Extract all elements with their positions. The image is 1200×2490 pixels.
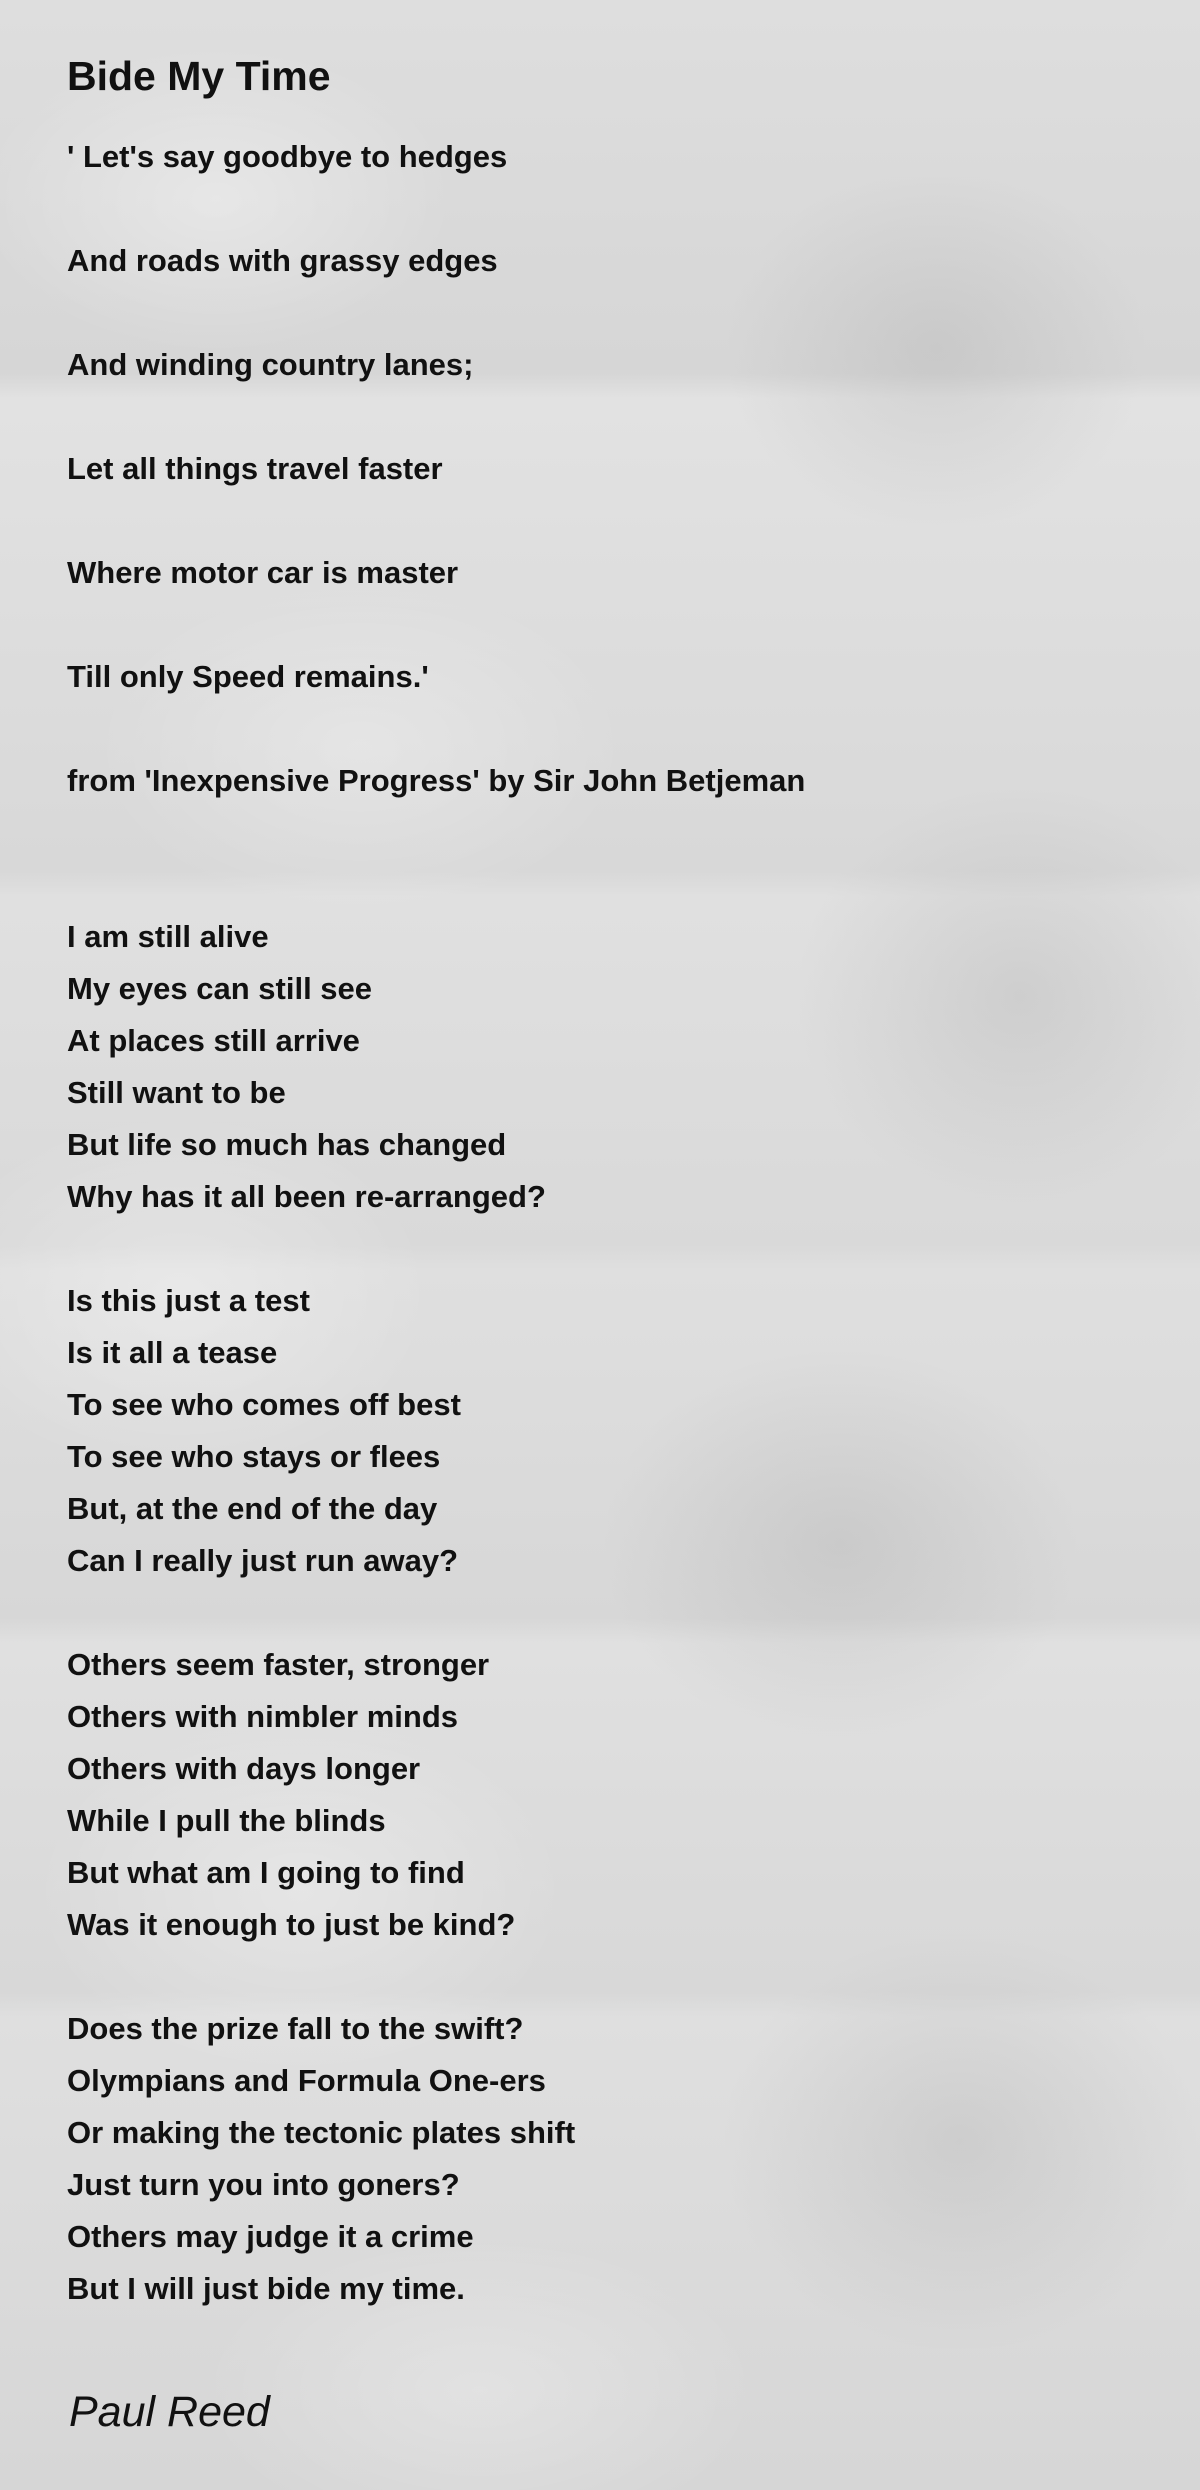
poem-line: Can I really just run away? [67, 1543, 459, 1578]
poem-blank-line [67, 183, 1147, 235]
poem-line: Others may judge it a crime [67, 2219, 474, 2254]
poem-line: Let all things travel faster [67, 451, 443, 486]
poem-line: While I pull the blinds [67, 1803, 386, 1838]
poem-line: ' Let's say goodbye to hedges [67, 139, 508, 174]
poem-title: Bide My Time [67, 53, 331, 99]
poem-line: Still want to be [67, 1075, 286, 1110]
poem-blank-line [67, 807, 1147, 859]
poem-blank-line [67, 1587, 1147, 1639]
poem-blank-line [67, 1223, 1147, 1275]
poem-blank-line [67, 391, 1147, 443]
poem-line: To see who stays or flees [67, 1439, 441, 1474]
poem-line: Olympians and Formula One-ers [67, 2063, 546, 2098]
poem-line: Does the prize fall to the swift? [67, 2011, 524, 2046]
poem-blank-line [67, 495, 1147, 547]
poem-line: But, at the end of the day [67, 1491, 438, 1526]
poem-line: Is this just a test [67, 1283, 310, 1318]
poem-blank-line [67, 287, 1147, 339]
poem-blank-line [67, 859, 1147, 911]
poem-container [67, 46, 1147, 2315]
poem-line: And roads with grassy edges [67, 243, 498, 278]
poem-line: Why has it all been re-arranged? [67, 1179, 546, 1214]
poem-line: My eyes can still see [67, 971, 373, 1006]
poem-line: Was it enough to just be kind? [67, 1907, 516, 1942]
poem-line: Where motor car is master [67, 555, 459, 590]
poem-line: And winding country lanes; [67, 347, 474, 382]
poem-line: Or making the tectonic plates shift [67, 2115, 576, 2150]
poem-line: Just turn you into goners? [67, 2167, 460, 2202]
poem-line: Others seem faster, stronger [67, 1647, 490, 1682]
poem-line: At places still arrive [67, 1023, 360, 1058]
poem-body [67, 131, 1147, 2315]
poem-line: But what am I going to find [67, 1855, 465, 1890]
poem-blank-line [67, 599, 1147, 651]
poem-author: Paul Reed [69, 2388, 270, 2436]
poem-line: But I will just bide my time. [67, 2271, 465, 2306]
poem-line: But life so much has changed [67, 1127, 507, 1162]
poem-line: Till only Speed remains.' [67, 659, 429, 694]
poem-line: I am still alive [67, 919, 269, 954]
poem-blank-line [67, 1951, 1147, 2003]
poem-line: Is it all a tease [67, 1335, 278, 1370]
poem-line: Others with nimbler minds [67, 1699, 458, 1734]
poem-blank-line [67, 703, 1147, 755]
poem-line: To see who comes off best [67, 1387, 461, 1422]
poem-line: Others with days longer [67, 1751, 421, 1786]
poem-line: from 'Inexpensive Progress' by Sir John Betjeman [67, 763, 806, 798]
